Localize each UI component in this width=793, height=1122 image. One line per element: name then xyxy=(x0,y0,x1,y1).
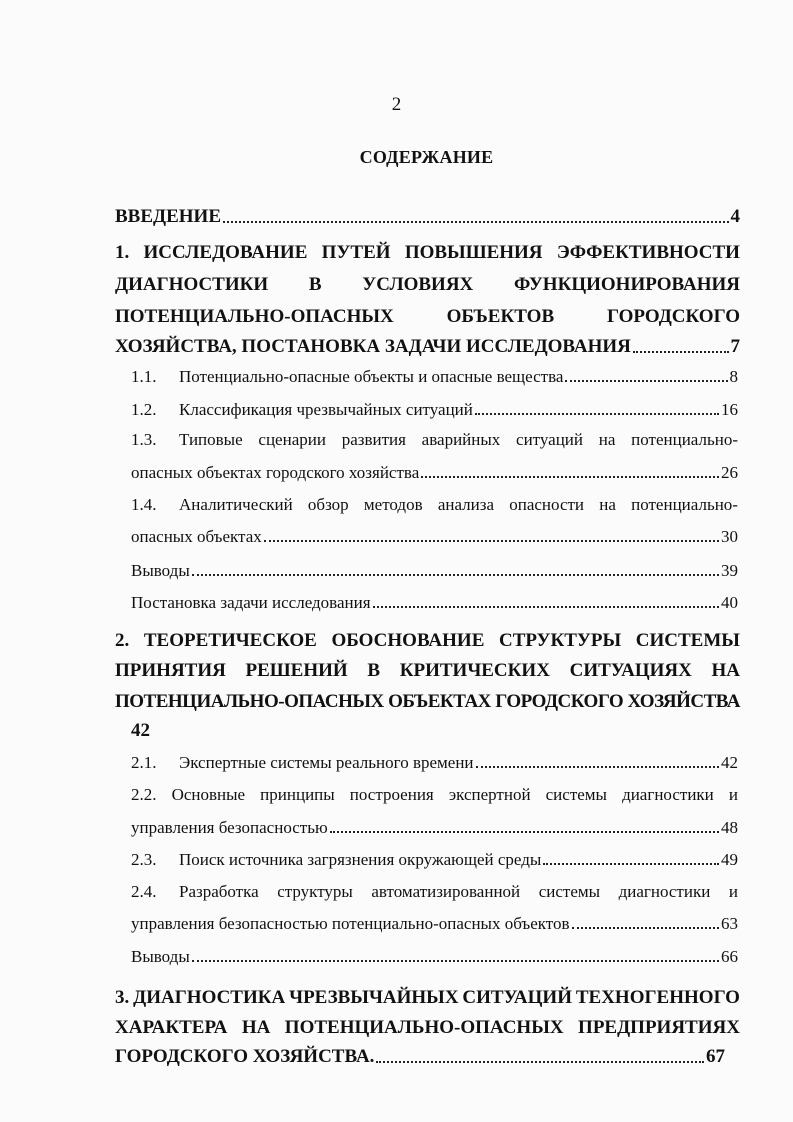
heading-word: ДИАГНОСТИКИ xyxy=(115,274,269,295)
label-word: развития xyxy=(341,430,406,449)
heading-word: СТРУКТУРЫ xyxy=(499,630,622,651)
toc-entry-label: Постановка задачи исследования xyxy=(131,593,371,612)
dot-leader xyxy=(572,927,719,929)
heading-word: Основные xyxy=(171,785,246,804)
toc-entry-2-4-line-2[interactable] xyxy=(131,914,738,934)
chapter-1-heading-line-1[interactable] xyxy=(115,242,740,264)
heading-word: ДИАГНОСТИКА xyxy=(133,987,286,1008)
label-word: обзор xyxy=(307,495,349,514)
toc-entry-page: 26 xyxy=(721,463,738,482)
dot-leader xyxy=(633,351,729,353)
dot-leader xyxy=(475,413,719,415)
dot-leader xyxy=(476,766,719,768)
dot-leader xyxy=(565,380,727,382)
dot-leader xyxy=(421,476,719,478)
heading-word: 1. xyxy=(115,242,130,263)
section-number: 1.1. xyxy=(131,367,157,386)
page-number: 2 xyxy=(391,94,402,115)
heading-word: ПОТЕНЦИАЛЬНО-ОПАСНЫХ xyxy=(284,1017,564,1038)
heading-word: НА xyxy=(711,660,740,681)
dot-leader xyxy=(192,574,719,576)
heading-word: ЧРЕЗВЫЧАЙНЫХ xyxy=(289,987,459,1008)
chapter-3-heading-line-3[interactable] xyxy=(115,1046,725,1068)
toc-entry-1-4-line-1[interactable] xyxy=(131,495,738,515)
dot-leader xyxy=(376,1061,704,1063)
toc-entry-page: 49 xyxy=(721,850,738,869)
section-number: 1.3. xyxy=(131,430,157,449)
heading-word: принципы xyxy=(260,785,335,804)
toc-entry-label: ГОРОДСКОГО ХОЗЯЙСТВА. xyxy=(115,1046,375,1067)
dot-leader xyxy=(330,831,719,833)
toc-entry-page: 39 xyxy=(721,561,738,580)
toc-entry-2-2-line-1[interactable] xyxy=(131,785,738,805)
toc-entry-intro[interactable] xyxy=(115,206,740,228)
label-word: Аналитический xyxy=(179,495,293,514)
toc-entry-ch1-conclusions[interactable] xyxy=(131,561,738,581)
toc-entry-page: 40 xyxy=(721,593,738,612)
toc-entry-page: 67 xyxy=(706,1046,725,1067)
heading-word: ФУНКЦИОНИРОВАНИЯ xyxy=(513,274,740,295)
heading-word: ЭФФЕКТИВНОСТИ xyxy=(556,242,740,263)
dot-leader xyxy=(373,606,719,608)
label-word: потенциально- xyxy=(631,495,738,514)
heading-word: ПОТЕНЦИАЛЬНО-ОПАСНЫХ xyxy=(115,306,394,327)
toc-entry-label: Выводы xyxy=(131,561,190,580)
heading-word: КРИТИЧЕСКИХ xyxy=(399,660,550,681)
toc-entry-label xyxy=(179,882,738,902)
toc-entry-1-1[interactable] xyxy=(131,367,738,387)
toc-entry-1-4-line-2[interactable] xyxy=(131,527,738,547)
heading-word: построения xyxy=(349,785,434,804)
chapter-2-page[interactable]: 42 xyxy=(131,720,150,741)
toc-entry-label: управления безопасностью xyxy=(131,818,328,837)
label-word: потенциально- xyxy=(631,430,738,449)
toc-entry-label: управления безопасностью потенциально-опасных объектов xyxy=(131,914,570,933)
toc-entry-label: ХОЗЯЙСТВА, ПОСТАНОВКА ЗАДАЧИ ИССЛЕДОВАНИЯ xyxy=(115,336,631,357)
toc-entry-label: Потенциально-опасные объекты и опасные вещества xyxy=(179,367,564,386)
section-number: 1.2. xyxy=(131,400,157,419)
heading-word: ПУТЕЙ xyxy=(321,242,391,263)
heading-word: РЕШЕНИЙ xyxy=(245,660,348,681)
label-word: Типовые xyxy=(179,430,243,449)
heading-word: 3. xyxy=(115,987,130,1008)
heading-word: системы xyxy=(545,785,607,804)
heading-word: ОБОСНОВАНИЕ xyxy=(331,630,485,651)
dot-leader xyxy=(192,960,719,962)
heading-word: ХАРАКТЕРА xyxy=(115,1017,228,1038)
page-title: СОДЕРЖАНИЕ xyxy=(359,147,494,167)
label-word: аварийных xyxy=(421,430,501,449)
section-number: 2.3. xyxy=(131,850,157,869)
heading-word: НА xyxy=(241,1017,271,1038)
chapter-1-heading-line-4[interactable] xyxy=(115,336,740,358)
toc-entry-label: Поиск источника загрязнения окружающей среды xyxy=(179,850,542,869)
toc-entry-label: ВВЕДЕНИЕ xyxy=(115,206,221,227)
toc-entry-page: 30 xyxy=(721,527,738,546)
dot-leader xyxy=(223,221,729,223)
toc-entry-label xyxy=(179,430,738,450)
label-word: сценарии xyxy=(258,430,326,449)
heading-word: ГОРОДСКОГО xyxy=(495,691,624,712)
toc-entry-page: 63 xyxy=(721,914,738,933)
chapter-1-heading-line-3[interactable] xyxy=(115,306,740,328)
chapter-2-heading-line-3[interactable] xyxy=(115,691,740,713)
label-word: автоматизированной xyxy=(371,882,521,901)
section-number: 2.4. xyxy=(131,882,157,901)
label-word: анализа xyxy=(437,495,495,514)
toc-entry-label: Экспертные системы реального времени xyxy=(179,753,474,772)
label-word: ситуаций xyxy=(516,430,583,449)
toc-entry-2-3[interactable] xyxy=(131,850,738,870)
toc-entry-1-2[interactable] xyxy=(131,400,738,420)
toc-entry-page: 8 xyxy=(729,367,738,386)
toc-entry-2-4-line-1[interactable] xyxy=(131,882,738,902)
chapter-3-heading-line-1[interactable] xyxy=(115,987,740,1009)
heading-word: экспертной xyxy=(448,785,531,804)
toc-entry-page: 4 xyxy=(730,206,740,227)
heading-word: ПОВЫШЕНИЯ xyxy=(404,242,543,263)
label-word: на xyxy=(598,430,616,449)
label-word: Разработка xyxy=(179,882,259,901)
heading-word: ОБЪЕКТАХ xyxy=(388,691,491,712)
heading-word: ПОТЕНЦИАЛЬНО-ОПАСНЫХ xyxy=(115,691,384,712)
heading-word: ПРИНЯТИЯ xyxy=(115,660,226,681)
toc-entry-label: опасных объектах xyxy=(131,527,262,546)
chapter-3-heading-line-2[interactable] xyxy=(115,1017,740,1039)
heading-word: диагностики xyxy=(622,785,714,804)
heading-word: ИССЛЕДОВАНИЕ xyxy=(143,242,308,263)
section-number: 2.1. xyxy=(131,753,157,772)
section-number: 1.4. xyxy=(131,495,157,514)
heading-word: СИТУАЦИЙ xyxy=(462,987,572,1008)
toc-entry-label: опасных объектах городского хозяйства xyxy=(131,463,420,482)
label-word: системы xyxy=(538,882,601,901)
heading-word: ХОЗЯЙСТВА xyxy=(627,691,740,712)
toc-entry-label: Выводы xyxy=(131,947,190,966)
heading-word: ОБЪЕКТОВ xyxy=(446,306,555,327)
heading-word: СИСТЕМЫ xyxy=(635,630,740,651)
heading-word: В xyxy=(367,660,381,681)
heading-word: ТЕОРЕТИЧЕСКОЕ xyxy=(143,630,317,651)
label-word: и xyxy=(728,882,738,901)
toc-entry-label: Классификация чрезвычайных ситуаций xyxy=(179,400,473,419)
toc-entry-page: 16 xyxy=(721,400,738,419)
heading-word: ТЕХНОГЕННОГО xyxy=(575,987,740,1008)
label-word: диагностики xyxy=(618,882,711,901)
label-word: на xyxy=(599,495,616,514)
heading-word: СИТУАЦИЯХ xyxy=(569,660,692,681)
toc-entry-page: 7 xyxy=(730,336,740,357)
toc-entry-2-2-line-2[interactable] xyxy=(131,818,738,838)
label-word: структуры xyxy=(277,882,353,901)
heading-word: 2.2. xyxy=(131,785,157,804)
heading-word: 2. xyxy=(115,630,130,651)
heading-word: и xyxy=(728,785,738,804)
toc-entry-problem-statement[interactable] xyxy=(131,593,738,613)
toc-entry-1-3-line-1[interactable] xyxy=(131,430,738,450)
label-word: опасности xyxy=(509,495,585,514)
label-word: методов xyxy=(363,495,423,514)
toc-entry-1-3-line-2[interactable] xyxy=(131,463,738,483)
toc-entry-page: 66 xyxy=(721,947,738,966)
chapter-2-heading-line-2[interactable] xyxy=(115,660,740,682)
chapter-1-heading-line-2[interactable] xyxy=(115,274,740,296)
dot-leader xyxy=(264,540,719,542)
toc-entry-2-1[interactable] xyxy=(131,753,738,773)
toc-entry-label xyxy=(179,495,738,515)
heading-word: В xyxy=(308,274,322,295)
heading-word: ГОРОДСКОГО xyxy=(606,306,740,327)
toc-entry-page: 42 xyxy=(721,753,738,772)
toc-entry-ch2-conclusions[interactable] xyxy=(131,947,738,967)
dot-leader xyxy=(543,863,719,865)
heading-word: УСЛОВИЯХ xyxy=(362,274,474,295)
heading-word: ПРЕДПРИЯТИЯХ xyxy=(578,1017,740,1038)
toc-entry-page: 48 xyxy=(721,818,738,837)
chapter-2-heading-line-1[interactable] xyxy=(115,630,740,652)
